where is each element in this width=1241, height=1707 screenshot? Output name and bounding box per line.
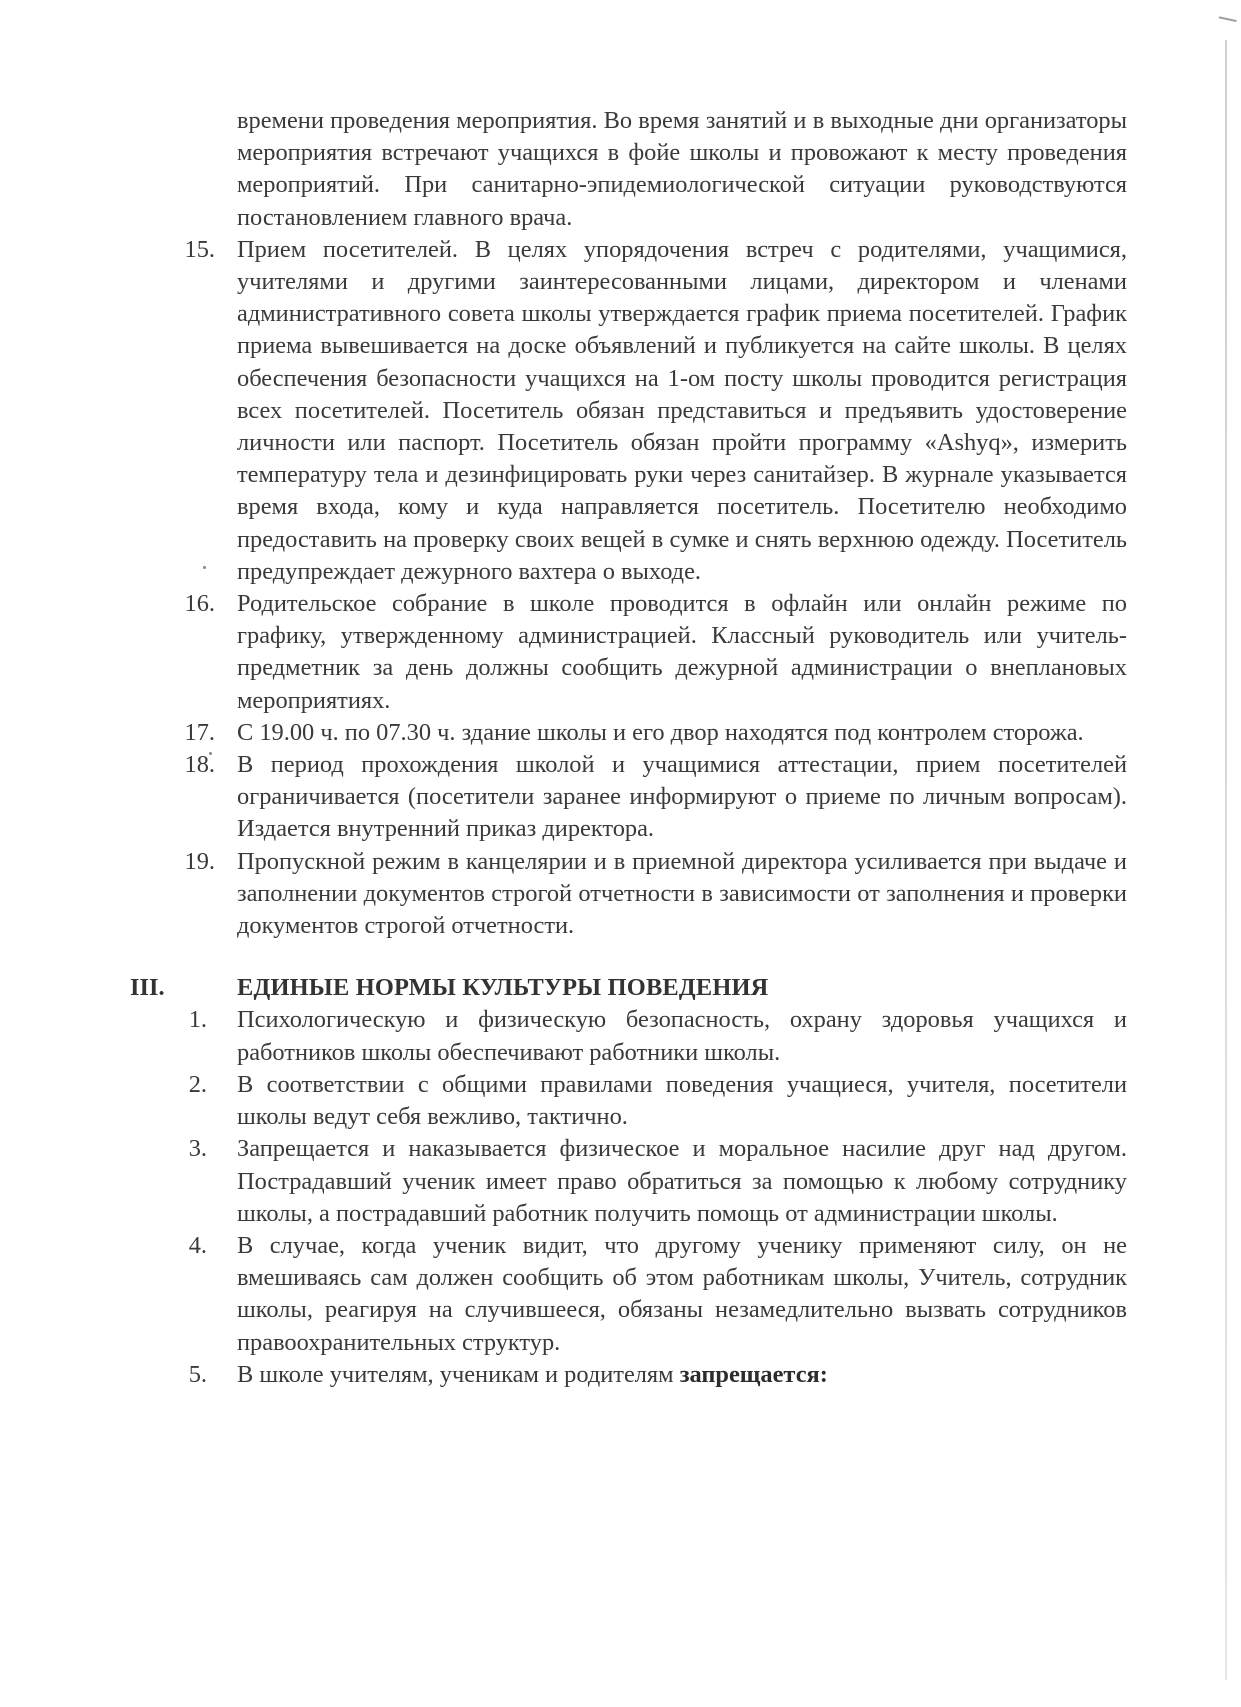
item-text: В случае, когда ученик видит, что другому ученику применяют силу, он не вмешиваясь сам должен сообщить об этом работникам школы, Учитель, сотрудник школы, реагируя на случившееся, обязаны незамедлительно вызвать сотрудников правоохранительных структур.: [237, 1231, 1127, 1356]
section-number: III.: [130, 974, 165, 1002]
list-item-5: [130, 1359, 1127, 1391]
section-heading: [130, 972, 1127, 1004]
item-number: 4.: [188, 1231, 207, 1259]
item-text: Психологическую и физическую безопасность, охрану здоровья учащихся и работников школы обеспечивают работники школы.: [237, 1006, 1127, 1066]
scan-corner-mark: [1215, 16, 1236, 37]
item-number: 1.: [188, 1006, 207, 1034]
item-number: 3.: [188, 1135, 207, 1163]
item-text: Прием посетителей. В целях упорядочения встреч с родителями, учащимися, учителями и другими заинтересованными лицами, директором и членами административного совета школы утверждается график приема посетителей. График приема вывешивается на доске объявлений и публикуется на сайте школы. В целях обеспечения безопасности учащихся на 1-ом посту школы проводится регистрация всех посетителей. Посетитель обязан представиться и предъявить удостоверение личности или паспорт. Посетитель обязан пройти программу «Ashyq», измерить температуру тела и дезинфицировать руки через санитайзер. В журнале указывается время входа, кому и куда направляется посетитель. Посетителю необходимо предоставить на проверку своих вещей в сумке и снять верхнюю одежду. Посетитель предупреждает дежурного вахтера о выходе.: [237, 235, 1127, 585]
item-text: С 19.00 ч. по 07.30 ч. здание школы и его двор находятся под контролем сторожа.: [237, 718, 1084, 746]
document-body: [130, 105, 1127, 1391]
list-item-18: [130, 749, 1127, 846]
item-number: 15.: [184, 235, 215, 263]
list-item-15: [130, 234, 1127, 588]
item-text: [237, 1359, 1127, 1391]
section-title: ЕДИНЫЕ НОРМЫ КУЛЬТУРЫ ПОВЕДЕНИЯ: [237, 974, 769, 1002]
item-text: В период прохождения школой и учащимися аттестации, прием посетителей ограничивается (посетители заранее информируют о приеме по личным вопросам). Издается внутренний приказ директора.: [237, 751, 1127, 843]
list-item-4: [130, 1230, 1127, 1359]
item-number: 17.: [184, 718, 215, 746]
item-text-bold: запрещается:: [679, 1360, 828, 1388]
item-text-plain: В школе учителям, ученикам и родителям: [237, 1360, 680, 1388]
item-number: 16.: [184, 590, 215, 618]
item-text: Родительское собрание в школе проводится в офлайн или онлайн режиме по графику, утвержденному администрацией. Классный руководитель или учитель-предметник за день должны сообщить дежурной администрации о внеплановых мероприятиях.: [237, 590, 1127, 714]
list-item-3: [130, 1133, 1127, 1230]
item-number: 2.: [188, 1070, 207, 1098]
list-item-1: [130, 1004, 1127, 1068]
scan-edge-shadow: [1225, 40, 1227, 1680]
item-text: В соответствии с общими правилами поведения учащиеся, учителя, посетители школы ведут себя вежливо, тактично.: [237, 1070, 1127, 1131]
continuation-paragraph: времени проведения мероприятия. Во время занятий и в выходные дни организаторы мероприятия встречают учащихся в фойе школы и провожают к месту проведения мероприятий. При санитарно-эпидемиологической ситуации руководствуются постановлением главного врача.: [237, 107, 1127, 231]
list-item-17: [130, 717, 1127, 749]
list-item-16: [130, 588, 1127, 717]
item-number: 19.: [184, 847, 215, 875]
item-number: 18.: [184, 751, 215, 779]
item-number: 5.: [188, 1360, 207, 1388]
item-text: Пропускной режим в канцелярии и в приемной директора усиливается при выдаче и заполнении документов строгой отчетности в зависимости от заполнения и проверки документов строгой отчетности.: [237, 847, 1127, 940]
item-text: Запрещается и наказывается физическое и моральное насилие друг над другом. Пострадавший ученик имеет право обратиться за помощью к любому сотруднику школы, а пострадавший работник получить помощь от администрации школы.: [237, 1135, 1127, 1227]
list-item-19: [130, 846, 1127, 943]
list-item-2: [130, 1069, 1127, 1133]
